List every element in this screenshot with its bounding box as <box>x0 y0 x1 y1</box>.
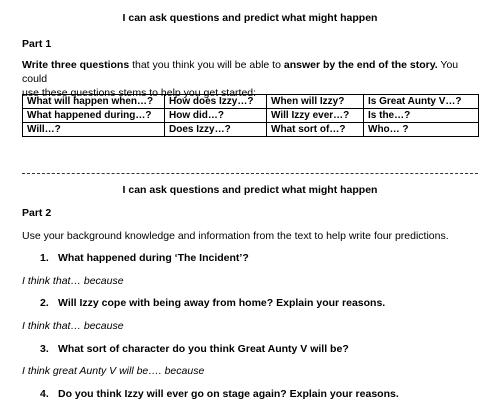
part2-instruction: Use your background knowledge and information from the text to help write four predictions. <box>22 230 449 242</box>
part2-heading: Part 2 <box>22 207 52 219</box>
table-cell: Is Great Aunty V…? <box>364 95 479 109</box>
table-cell: How does Izzy…? <box>165 95 267 109</box>
answer-prompt-3: I think great Aunty V will be…. because <box>22 365 205 377</box>
part1-heading: Part 1 <box>22 38 52 50</box>
table-row <box>23 123 479 137</box>
table-cell: What will happen when…? <box>23 95 165 109</box>
table-cell: When will Izzy? <box>267 95 364 109</box>
table-cell: What sort of…? <box>267 123 364 137</box>
question-text: Will Izzy cope with being away from home? Explain your reasons. <box>58 297 386 309</box>
question-text: What happened during ‘The Incident’? <box>58 252 249 264</box>
question-stems-table <box>22 94 479 137</box>
instruction-line-2: use these questions stems to help you get started: <box>22 87 257 99</box>
question-text: What sort of character do you think Great Aunty V will be? <box>58 343 349 355</box>
part2-title: I can ask questions and predict what might happen <box>122 184 378 196</box>
table-cell: Will Izzy ever…? <box>267 109 364 123</box>
answer-prompt-1: I think that… because <box>22 275 124 287</box>
table-cell: Does Izzy…? <box>165 123 267 137</box>
cut-line-divider <box>22 173 478 174</box>
table-cell: Who… ? <box>364 123 479 137</box>
table-cell: Will…? <box>23 123 165 137</box>
question-2 <box>40 297 385 309</box>
answer-prompt-2: I think that… because <box>22 320 124 332</box>
table-row <box>23 95 479 109</box>
table-cell: How did…? <box>165 109 267 123</box>
question-number: 4. <box>40 388 49 400</box>
table-cell: What happened during…? <box>23 109 165 123</box>
question-4 <box>40 388 399 400</box>
question-1 <box>40 252 249 264</box>
part1-title: I can ask questions and predict what might happen <box>122 12 378 24</box>
table-row <box>23 109 479 123</box>
question-number: 3. <box>40 343 49 355</box>
instruction-bold-1: Write three questions <box>22 59 130 71</box>
instruction-bold-2: answer by the end of the story. <box>283 59 438 71</box>
question-number: 1. <box>40 252 49 264</box>
question-text: Do you think Izzy will ever go on stage again? Explain your reasons. <box>58 388 399 400</box>
instruction-mid: that you think you will be able to <box>129 59 284 71</box>
question-3 <box>40 343 349 355</box>
instruction-rest: You could <box>22 59 459 85</box>
table-cell: Is the…? <box>364 109 479 123</box>
question-number: 2. <box>40 297 49 309</box>
